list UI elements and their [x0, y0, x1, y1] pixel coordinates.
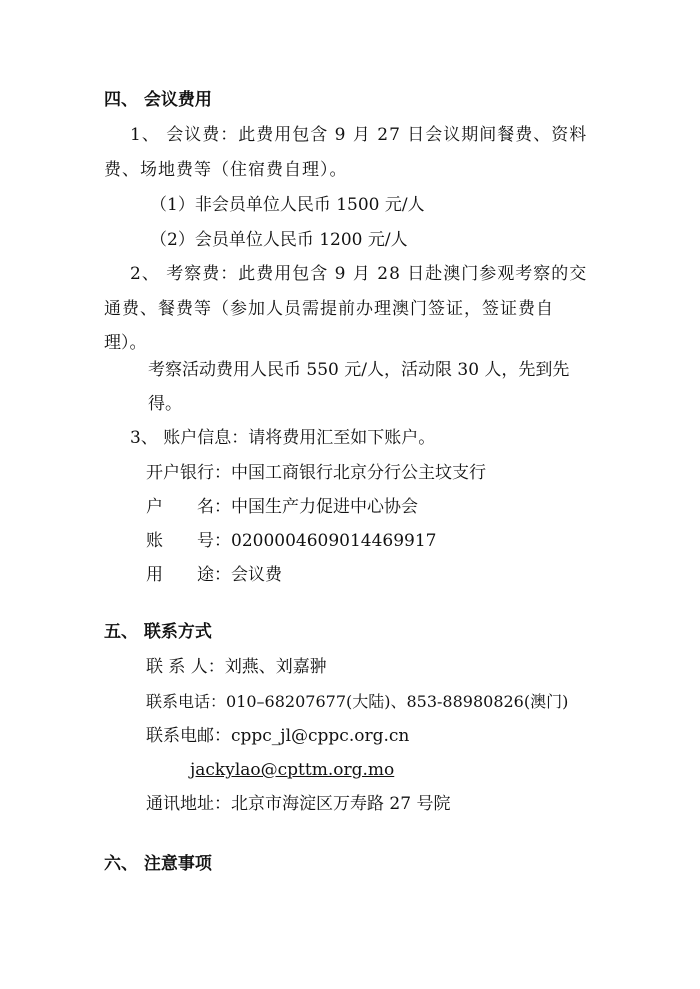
account-name-row — [146, 495, 418, 519]
address-row — [146, 792, 450, 816]
bank-row — [146, 461, 486, 485]
email-row — [146, 724, 409, 748]
phone-label: 联系电话： — [146, 692, 227, 711]
contact-person-row — [146, 655, 327, 679]
account-info-intro: 3、 账户信息：请将费用汇至如下账户。 — [130, 428, 436, 448]
meeting-fee-line-1: 1、 会议费：此费用包含 9 月 27 日会议期间餐费、资料 — [130, 125, 588, 145]
email-value-1: cppc_jl@cppc.org.cn — [231, 726, 410, 746]
tour-fee-line-2: 通费、餐费等（参加人员需提前办理澳门签证，签证费自 — [104, 299, 554, 319]
nonmember-fee: （1）非会员单位人民币 1500 元/人 — [150, 195, 425, 215]
tour-fee-note-1: 考察活动费用人民币 550 元/人，活动限 30 人，先到先 — [148, 360, 570, 380]
section-heading-contact: 五、 联系方式 — [104, 622, 212, 642]
purpose-label: 用 途： — [146, 565, 231, 585]
purpose-value: 会议费 — [231, 565, 282, 585]
account-name-value: 中国生产力促进中心协会 — [231, 497, 418, 517]
account-number-label: 账 号： — [146, 531, 231, 551]
section-heading-notes: 六、 注意事项 — [104, 854, 212, 874]
tour-fee-note-2: 得。 — [148, 394, 182, 414]
email-label: 联系电邮： — [146, 726, 231, 746]
contact-person-value: 刘燕、刘嘉翀 — [224, 657, 327, 677]
bank-value: 中国工商银行北京分行公主坟支行 — [231, 463, 486, 483]
contact-person-label: 联 系 人： — [146, 657, 225, 677]
address-value: 北京市海淀区万寿路 27 号院 — [231, 794, 451, 814]
email-value-2[interactable]: jackylao@cpttm.org.mo — [190, 760, 395, 780]
account-number-value: 0200004609014469917 — [231, 531, 437, 551]
account-number-row — [146, 529, 437, 553]
phone-row — [146, 690, 568, 714]
meeting-fee-line-2: 费、场地费等（住宿费自理）。 — [104, 160, 348, 180]
tour-fee-line-3: 理）。 — [104, 333, 147, 353]
account-name-label: 户 名： — [146, 497, 231, 517]
tour-fee-line-1: 2、 考察费：此费用包含 9 月 28 日赴澳门参观考察的交 — [130, 264, 588, 284]
bank-label: 开户银行： — [146, 463, 231, 483]
section-heading-fees: 四、 会议费用 — [104, 90, 212, 110]
member-fee: （2）会员单位人民币 1200 元/人 — [150, 230, 408, 250]
address-label: 通讯地址： — [146, 794, 231, 814]
purpose-row — [146, 563, 282, 587]
phone-value: 010–68207677(大陆)、853-88980826(澳门) — [226, 692, 569, 711]
